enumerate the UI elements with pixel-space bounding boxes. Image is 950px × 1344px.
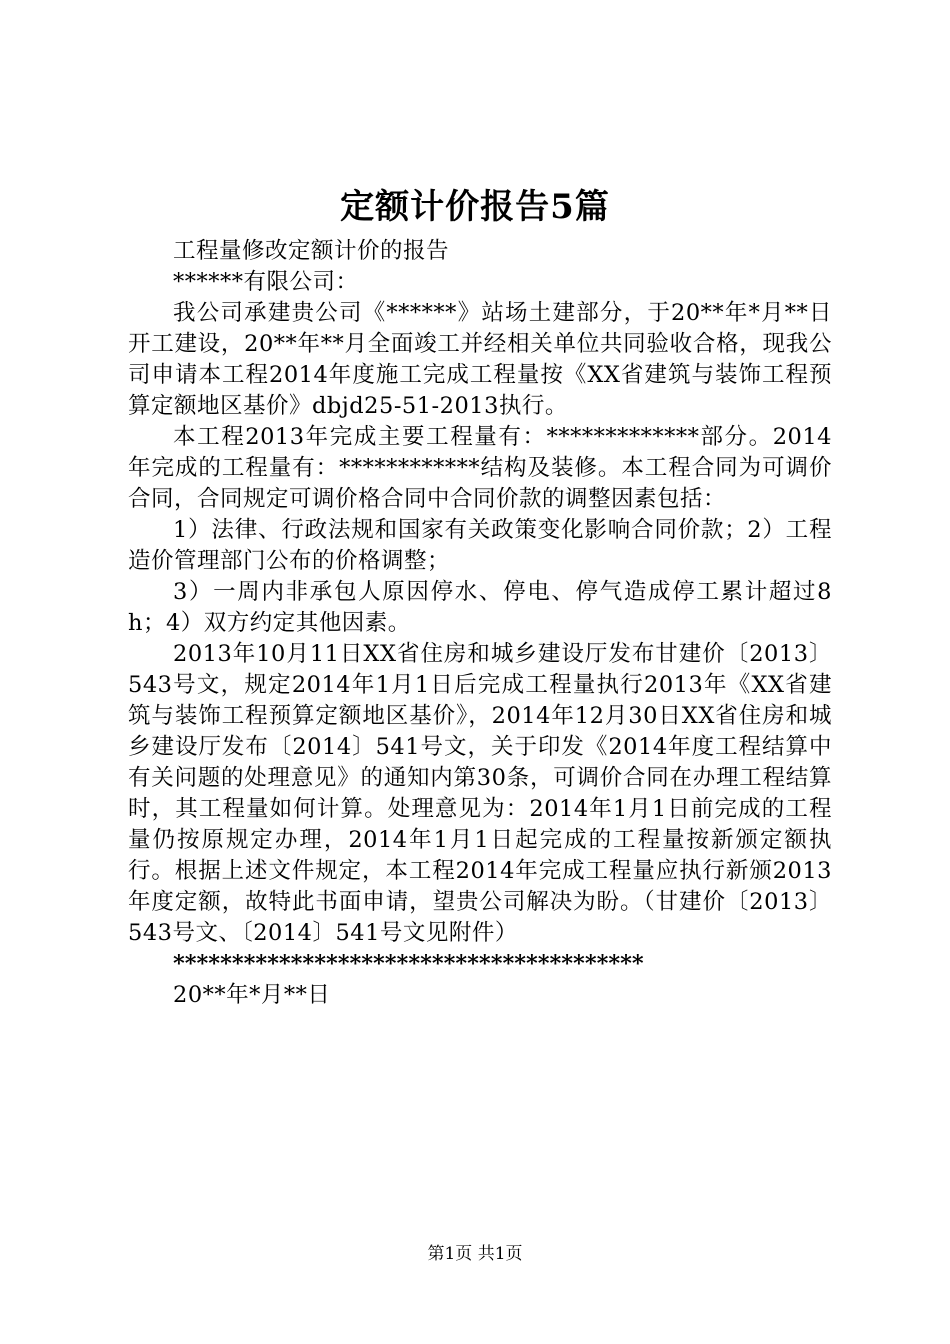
paragraph-5: 2013年10月11日XX省住房和城乡建设厅发布甘建价〔2013〕543号文，规定2014年1月1日后完成工程量执行2013年《XX省建筑与装饰工程预算定额地区基价》，2014年12月30日XX省住房和城乡建设厅发布〔2014〕541号文，关于印发《2014年度工程结算中有关问题的处理意见》的通知内第30条，可调价合同在办理工程结算时，其工程量如何计算。处理意见为：2014年1月1日前完成的工程量仍按原规定办理，2014年1月1日起完成的工程量按新颁定额执行。根据上述文件规定，本工程2014年完成工程量应执行新颁2013年度定额，故特此书面申请，望贵公司解决为盼。（甘建价〔2013〕543号文、〔2014〕541号文见附件） [128,641,832,946]
signature-line: **************************************** [173,951,644,977]
date-line: 20**年*月**日 [173,982,331,1008]
report-heading: 工程量修改定额计价的报告 [173,238,450,264]
page-footer: 第1页 共1页 [427,1244,523,1264]
paragraph-2: 本工程2013年完成主要工程量有：*************部分。2014年完成的工程量有：************结构及装修。本工程合同为可调价合同，合同规定可调价格合同中合同价款的调整因素包括： [128,424,832,512]
paragraph-4: 3）一周内非承包人原因停水、停电、停气造成停工累计超过8h；4）双方约定其他因素。 [128,579,832,636]
paragraph-3: 1）法律、行政法规和国家有关政策变化影响合同价款；2）工程造价管理部门公布的价格调整； [128,517,832,574]
addressee-line: ******有限公司： [173,269,359,295]
paragraph-1: 我公司承建贵公司《******》站场土建部分，于20**年*月**日开工建设，20**年**月全面竣工并经相关单位共同验收合格，现我公司申请本工程2014年度施工完成工程量按《XX省建筑与装饰工程预算定额地区基价》dbjd25-51-2013执行。 [128,300,832,419]
document-title: 定额计价报告5篇 [340,187,610,227]
document-body [128,236,832,1011]
